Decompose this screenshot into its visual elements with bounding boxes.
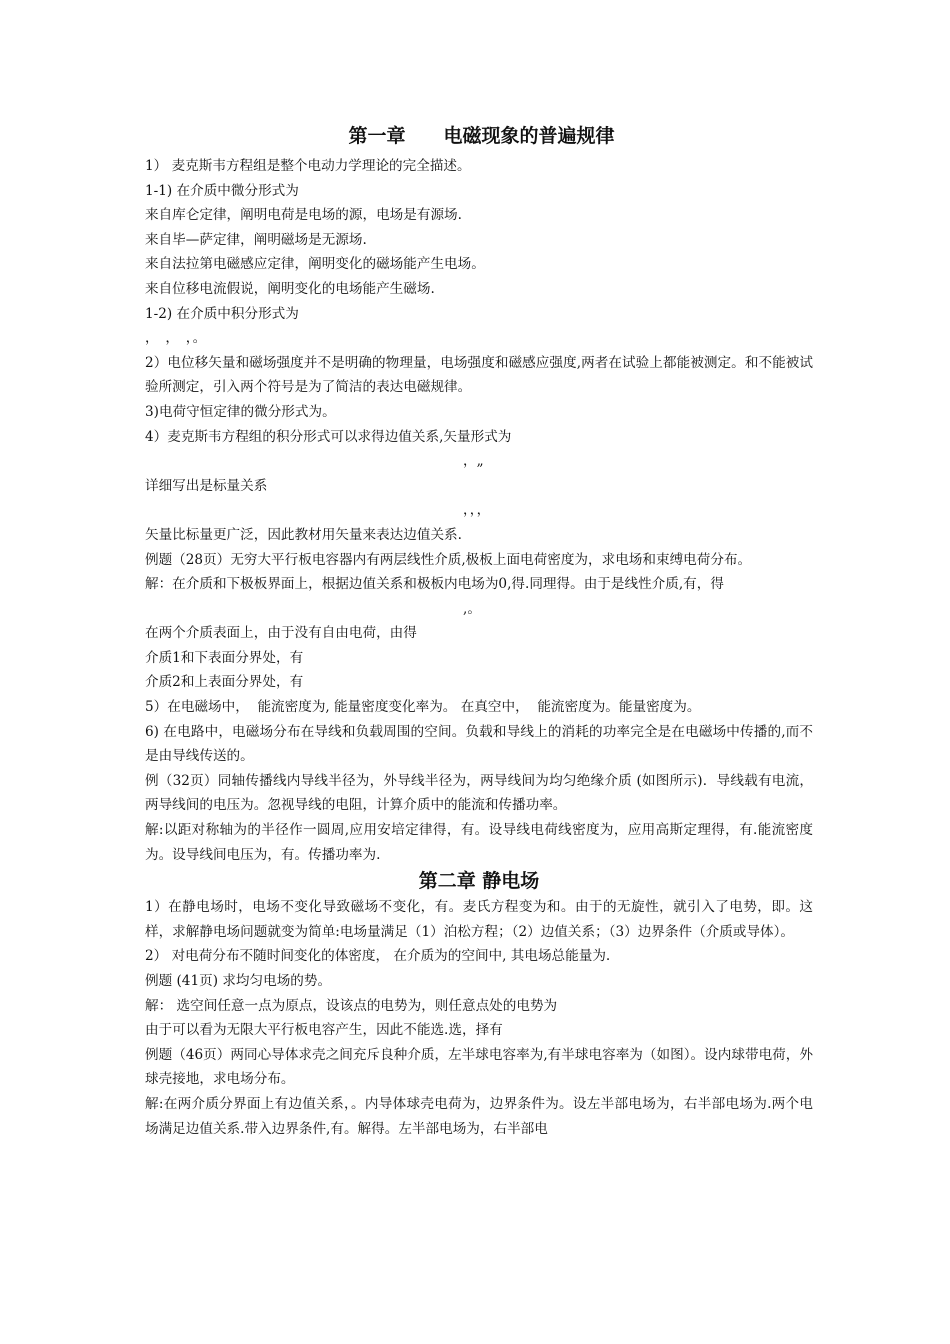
chapter2-title: 第二章 静电场 [418, 870, 540, 893]
formula-placeholder: ，„ [463, 453, 484, 470]
paragraph: 1）在静电场时，电场不变化导致磁场不变化，有。麦氏方程变为和。由于的无旋性，就引入了电势，即。这样，求解静电场问题就变为简单:电场量满足（1）泊松方程；（2）边值关系；（3）边界条件（介质或导体）。 [145, 899, 813, 940]
paragraph: 1-2) 在介质中积分形式为 [145, 305, 299, 322]
paragraph: 来自位移电流假说，阐明变化的电场能产生磁场. [145, 280, 435, 297]
chapter1-title: 第一章 电磁现象的普遍规律 [348, 125, 615, 147]
paragraph: 解： 选空间任意一点为原点，设该点的电势为，则任意点处的电势为 [145, 997, 558, 1014]
paragraph: 1-1) 在介质中微分形式为 [145, 182, 299, 199]
formula-placeholder: ， ， ，。 [145, 330, 207, 347]
paragraph: 由于可以看为无限大平行板电容产生，因此不能选.选，择有 [145, 1022, 503, 1039]
paragraph: 来自库仑定律，阐明电荷是电场的源，电场是有源场. [145, 207, 462, 224]
paragraph: 1） 麦克斯韦方程组是整个电动力学理论的完全描述。 [145, 158, 471, 174]
paragraph: 矢量比标量更广泛，因此教材用矢量来表达边值关系. [145, 526, 462, 543]
paragraph: 介质1和下表面分界处，有 [145, 649, 304, 666]
paragraph: 3)电荷守恒定律的微分形式为。 [145, 403, 336, 420]
paragraph: 例（32页）同轴传播线内导线半径为，外导线半径为，两导线间为均匀绝缘介质 (如图所示)．导线载有电流，两导线间的电压为。忽视导线的电阻，计算介质中的能流和传播功率。 [145, 772, 813, 814]
paragraph: 例题 (41页) 求均匀电场的势。 [145, 973, 332, 989]
formula-placeholder: ，，， [463, 502, 491, 519]
paragraph: 在两个介质表面上，由于没有自由电荷，由得 [145, 625, 417, 642]
paragraph: 2）电位移矢量和磁场强度并不是明确的物理量，电场强度和磁感应强度,两者在试验上都能被测定。和不能被试验所测定，引入两个符号是为了简洁的表达电磁规律。 [145, 354, 813, 396]
paragraph: 来自毕—萨定律，阐明磁场是无源场. [145, 231, 367, 248]
paragraph: 例题（46页）两同心导体求壳之间充斥良种介质，左半球电容率为,有半球电容率为（如图）。设内球带电荷，外球壳接地，求电场分布。 [145, 1046, 813, 1088]
document-page [145, 118, 813, 1141]
paragraph: 5）在电磁场中， 能流密度为, 能量密度变化率为。 在真空中， 能流密度为。能量密度为。 [145, 699, 701, 716]
formula-placeholder: ,。 [463, 600, 481, 617]
paragraph: 解:在两介质分界面上有边值关系，。内导体球壳电荷为，边界条件为。设左半部电场为，右半部电场为.两个电场满足边值关系.带入边界条件,有。解得。左半部电场为，右半部电 [145, 1095, 813, 1137]
paragraph: 例题（28页）无穷大平行板电容器内有两层线性介质,极板上面电荷密度为，求电场和束缚电荷分布。 [145, 551, 752, 568]
paragraph: 来自法拉第电磁感应定律，阐明变化的磁场能产生电场。 [145, 256, 485, 273]
paragraph: 4）麦克斯韦方程组的积分形式可以求得边值关系,矢量形式为 [145, 428, 512, 445]
paragraph: 解:以距对称轴为的半径作一圆周,应用安培定律得，有。设导线电荷线密度为，应用高斯定理得，有.能流密度为。设导线间电压为，有。传播功率为. [145, 822, 813, 863]
paragraph: 介质2和上表面分界处，有 [145, 674, 304, 691]
paragraph: 2） 对电荷分布不随时间变化的体密度， 在介质为的空间中, 其电场总能量为. [145, 948, 611, 965]
paragraph: 6) 在电路中，电磁场分布在导线和负载周围的空间。负载和导线上的消耗的功率完全是在电磁场中传播的,而不是由导线传送的。 [145, 723, 813, 765]
paragraph: 解：在介质和下极板界面上，根据边值关系和极板内电场为0,得.同理得。由于是线性介质,有，得 [145, 576, 724, 593]
paragraph: 详细写出是标量关系 [145, 477, 268, 494]
